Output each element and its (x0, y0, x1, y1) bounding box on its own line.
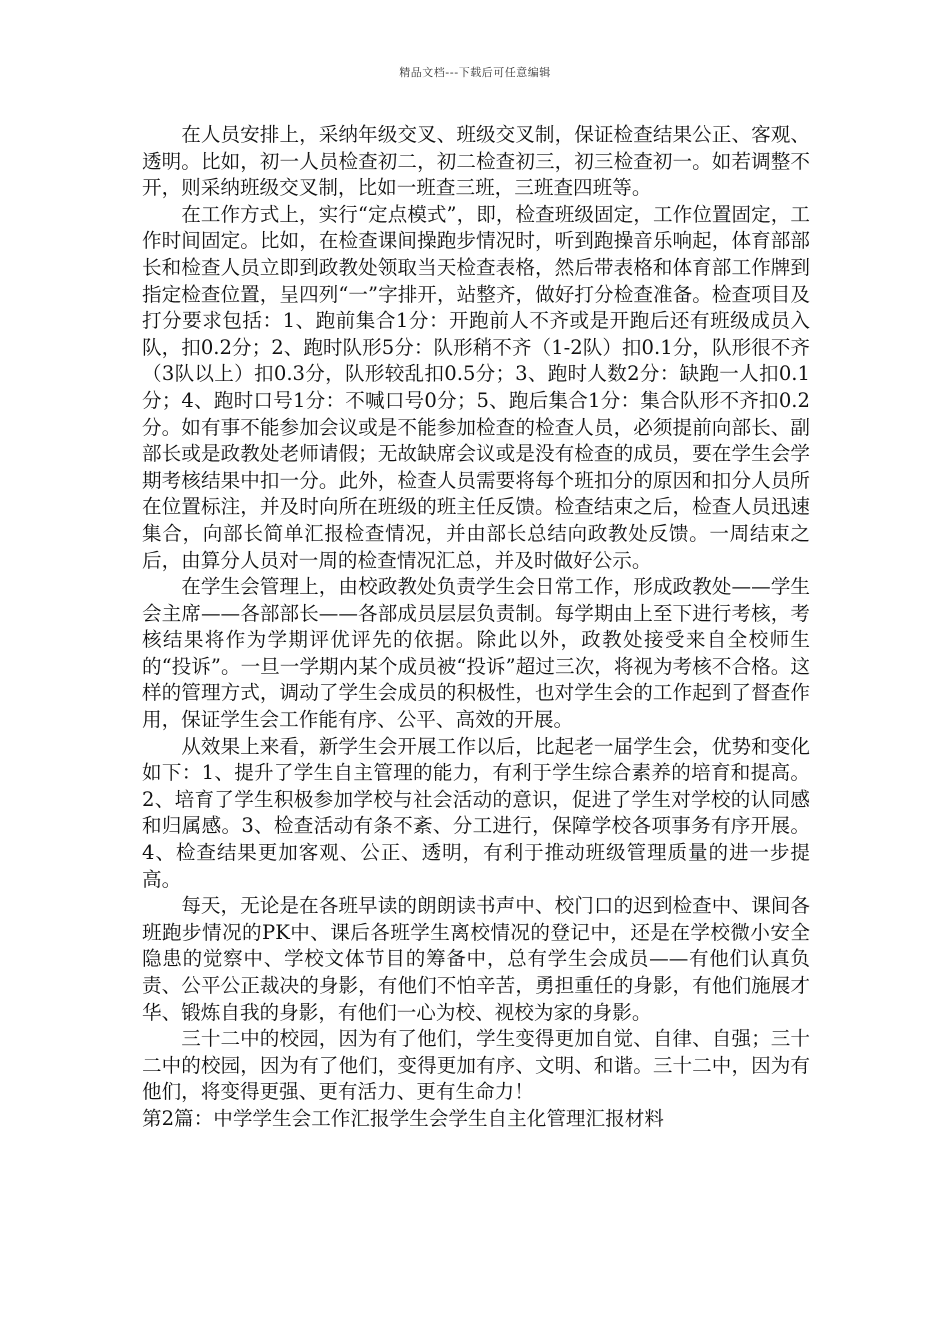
section-heading: 第2篇：中学学生会工作汇报学生会学生自主化管理汇报材料 (142, 1106, 664, 1130)
paragraph-personnel-arrangement: 在人员安排上，采纳年级交叉、班级交叉制，保证检查结果公正、客观、透明。比如，初一人员检查初二，初二检查初三，初三检查初一。如若调整不开，则采纳班级交叉制，比如一班查三班，三班查四班等。 (142, 123, 810, 200)
paragraph-management: 在学生会管理上，由校政教处负责学生会日常工作，形成政教处——学生会主席——各部部长——各部成员层层负责制。每学期由上至下进行考核，考核结果将作为学期评优评先的依据。除此以外，政教处接受来自全校师生的“投诉”。一旦一学期内某个成员被“投诉”超过三次，将视为考核不合格。这样的管理方式，调动了学生会成员的积极性，也对学生会的工作起到了督查作用，保证学生会工作能有序、公平、高效的开展。 (142, 575, 810, 732)
paragraph-conclusion: 三十二中的校园，因为有了他们，学生变得更加自觉、自律、自强；三十二中的校园，因为有了他们，变得更加有序、文明、和谐。三十二中，因为有他们，将变得更强、更有活力、更有生命力！ (142, 1027, 810, 1104)
paragraph-working-method: 在工作方式上，实行“定点模式”，即，检查班级固定，工作位置固定，工作时间固定。比如，在检查课间操跑步情况时，听到跑操音乐响起，体育部部长和检查人员立即到政教处领取当天检查表格，然后带表格和体育部工作牌到指定检查位置，呈四列“一”字排开，站整齐，做好打分检查准备。检查项目及打分要求包括：1、跑前集合1分：开跑前人不齐或是开跑后还有班级成员入队，扣0.2分；2、跑时队形5分：队形稍不齐（1-2队）扣0.1分，队形很不齐（3队以上）扣0.3分，队形较乱扣0.5分；3、跑时人数2分：缺跑一人扣0.1分；4、跑时口号1分：不喊口号0分；5、跑后集合1分：集合队形不齐扣0.2分。如有事不能参加会议或是不能参加检查的检查人员，必须提前向部长、副部长或是政教处老师请假；无故缺席会议或是没有检查的成员，要在学生会学期考核结果中扣一分。此外，检查人员需要将每个班扣分的原因和扣分人员所在位置标注，并及时向所在班级的班主任反馈。检查结束之后，检查人员迅速集合，向部长简单汇报检查情况，并由部长总结向政教处反馈。一周结束之后，由算分人员对一周的检查情况汇总，并及时做好公示。 (142, 202, 810, 572)
paragraph-daily-presence: 每天，无论是在各班早读的朗朗读书声中、校门口的迟到检查中、课间各班跑步情况的PK中、课后各班学生离校情况的登记中，还是在学校微小安全隐患的觉察中、学校文体节目的筹备中，总有学生会成员——有他们认真负责、公平公正裁决的身影，有他们不怕辛苦，勇担重任的身影，有他们施展才华、锻炼自我的身影，有他们一心为校、视校为家的身影。 (142, 894, 810, 1024)
paragraph-effects: 从效果上来看，新学生会开展工作以后，比起老一届学生会，优势和变化如下：1、提升了学生自主管理的能力，有利于学生综合素养的培育和提高。2、培育了学生积极参加学校与社会活动的意识，促进了学生对学校的认同感和归属感。3、检查活动有条不紊、分工进行，保障学校各项事务有序开展。4、检查结果更加客观、公正、透明，有利于推动班级管理质量的进一步提高。 (142, 734, 810, 891)
document-body (142, 122, 810, 1133)
page-header: 精品文档---下载后可任意编辑 (399, 66, 551, 79)
